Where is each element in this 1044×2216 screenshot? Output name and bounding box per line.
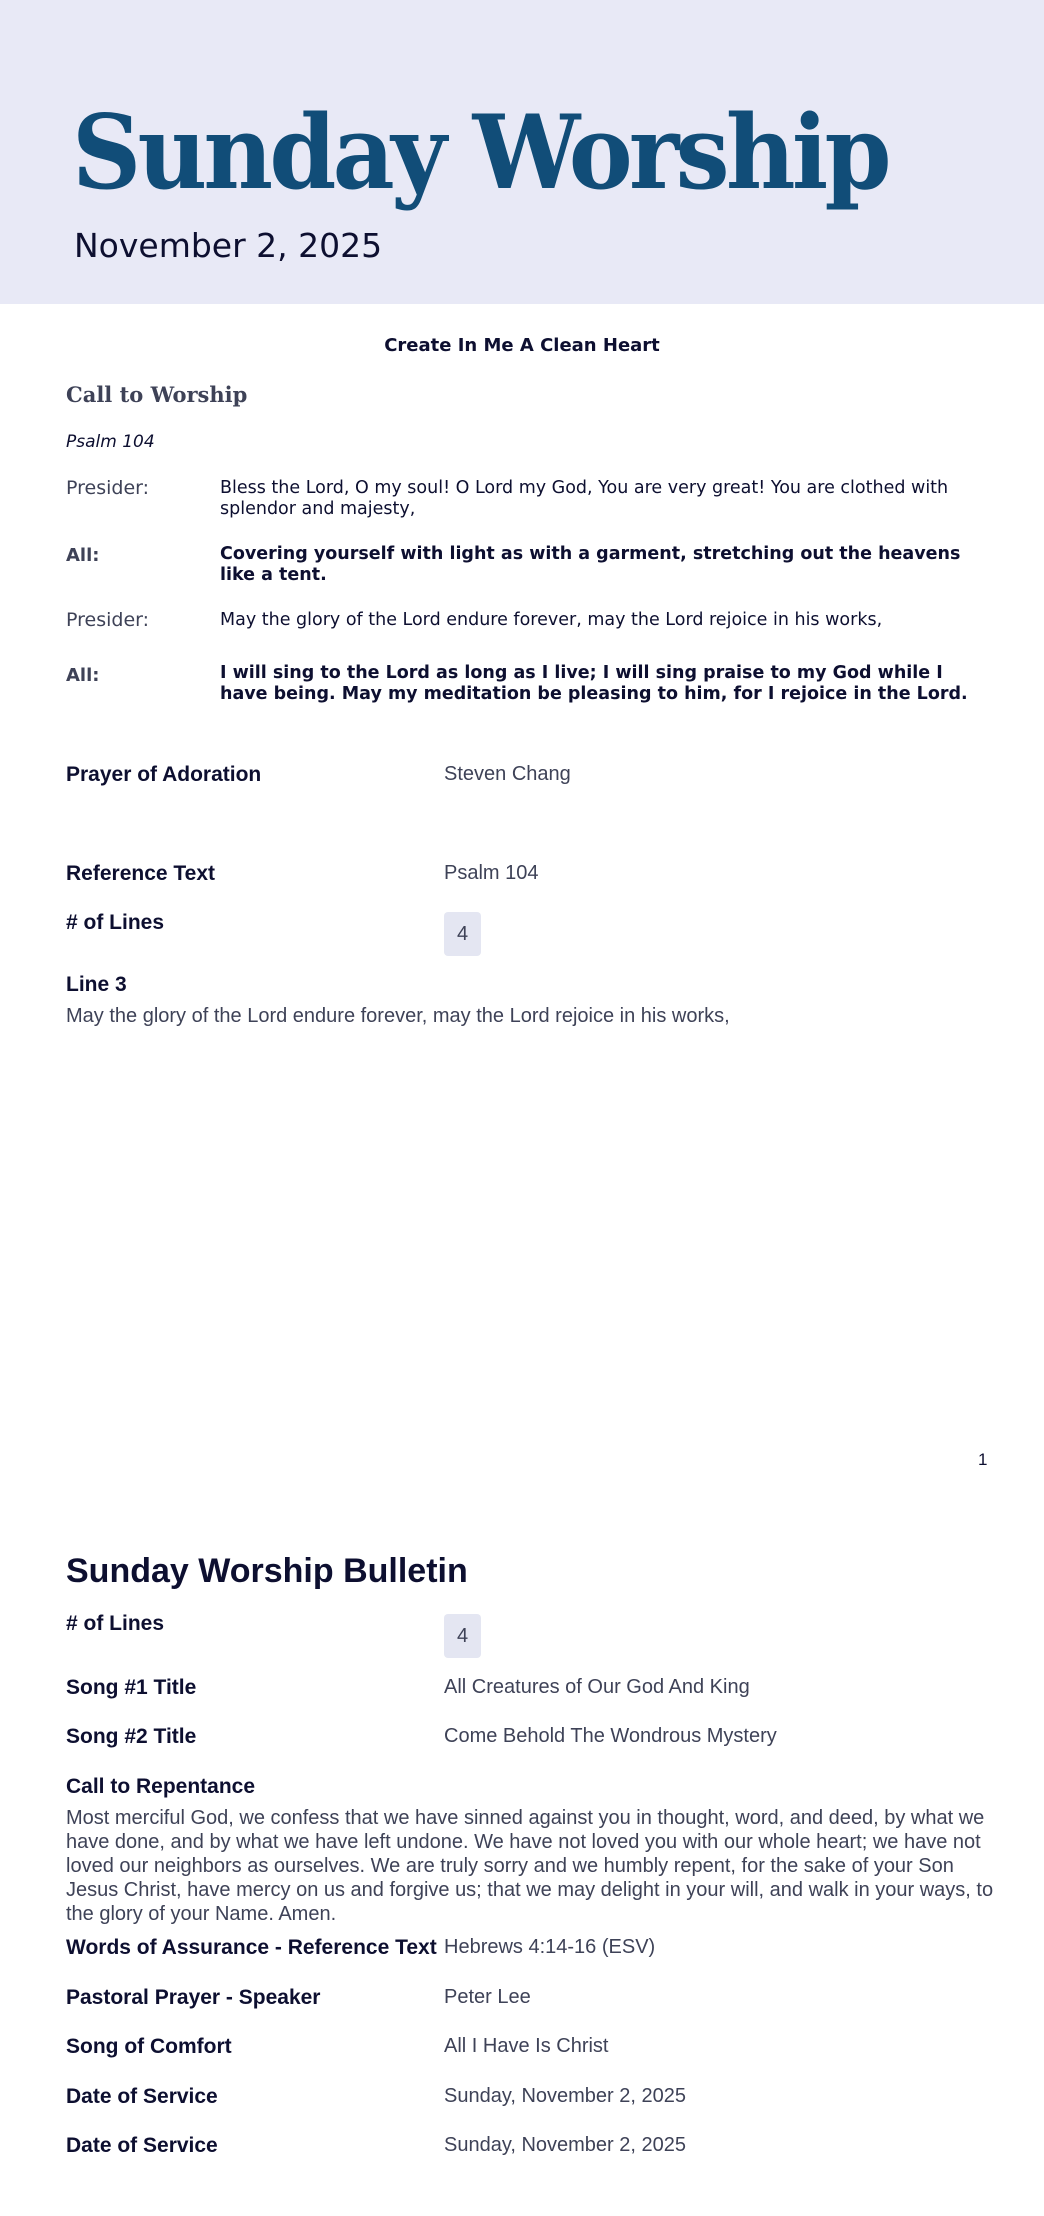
page-number: 1 bbox=[978, 1450, 988, 1469]
response-text: May the glory of the Lord endure forever, may the Lord rejoice in his works, bbox=[220, 610, 883, 630]
call-to-repentance-label: Call to Repentance bbox=[66, 1775, 256, 1798]
response-text: I will sing to the Lord as long as I live; I will sing praise to my God while I have being. May my meditation be pleasing to him, for I rejoice in the Lord. bbox=[220, 663, 968, 704]
response-text: Bless the Lord, O my soul! O Lord my God, You are very great! You are clothed with splendor and majesty, bbox=[220, 478, 949, 519]
bulletin-num-lines-badge: 4 bbox=[444, 1614, 481, 1658]
response-speaker: All: bbox=[66, 665, 100, 686]
song-of-comfort-label: Song of Comfort bbox=[66, 2035, 232, 2058]
prayer-of-adoration-value: Steven Chang bbox=[444, 763, 571, 785]
pastoral-prayer-value: Peter Lee bbox=[444, 1986, 531, 2008]
response-speaker: Presider: bbox=[66, 477, 150, 499]
call-to-worship-reference: Psalm 104 bbox=[66, 432, 155, 452]
words-of-assurance-label: Words of Assurance - Reference Text bbox=[66, 1936, 437, 1959]
date-of-service-value: Sunday, November 2, 2025 bbox=[444, 2085, 687, 2107]
song-2-value: Come Behold The Wondrous Mystery bbox=[444, 1725, 777, 1747]
call-to-repentance-text: Most merciful God, we confess that we have sinned against you in thought, word, and deed, by what we have done, and by what we have left undone. We have not loved you with our whole heart; we have not loved our neighbors as ourselves. We are truly sorry and we humbly repent, for the sake of your Son Jesus Christ, have mercy on us and forgive us; that we may delight in your will, and walk in your ways, to the glory of your Name. Amen. bbox=[66, 1807, 994, 1925]
num-lines-label: # of Lines bbox=[66, 911, 165, 934]
bulletin-title: Sunday Worship Bulletin bbox=[66, 1552, 468, 1590]
song-1-value: All Creatures of Our God And King bbox=[444, 1676, 750, 1698]
song-of-comfort-value: All I Have Is Christ bbox=[444, 2035, 609, 2057]
response-speaker: All: bbox=[66, 545, 100, 566]
call-to-worship-title: Call to Worship bbox=[66, 382, 248, 407]
date-of-service-label: Date of Service bbox=[66, 2134, 218, 2157]
song-2-label: Song #2 Title bbox=[66, 1725, 197, 1748]
response-speaker: Presider: bbox=[66, 609, 150, 631]
words-of-assurance-value: Hebrews 4:14-16 (ESV) bbox=[444, 1936, 656, 1958]
bulletin-num-lines-label: # of Lines bbox=[66, 1612, 165, 1635]
pastoral-prayer-label: Pastoral Prayer - Speaker bbox=[66, 1986, 321, 2009]
reference-text-value: Psalm 104 bbox=[444, 862, 539, 884]
date-of-service-value: Sunday, November 2, 2025 bbox=[444, 2134, 687, 2156]
service-date: November 2, 2025 bbox=[74, 226, 383, 265]
date-of-service-label: Date of Service bbox=[66, 2085, 218, 2108]
response-text: Covering yourself with light as with a garment, stretching out the heavens like a tent. bbox=[220, 544, 961, 585]
prayer-of-adoration-label: Prayer of Adoration bbox=[66, 763, 262, 786]
song-heading: Create In Me A Clean Heart bbox=[384, 335, 660, 356]
num-lines-badge: 4 bbox=[444, 912, 481, 956]
reference-text-label: Reference Text bbox=[66, 862, 216, 885]
header-banner bbox=[0, 0, 1044, 304]
line-3-text: May the glory of the Lord endure forever, may the Lord rejoice in his works, bbox=[66, 1005, 730, 1027]
page-title: Sunday Worship bbox=[72, 93, 888, 213]
song-1-label: Song #1 Title bbox=[66, 1676, 197, 1699]
line-3-label: Line 3 bbox=[66, 973, 127, 996]
